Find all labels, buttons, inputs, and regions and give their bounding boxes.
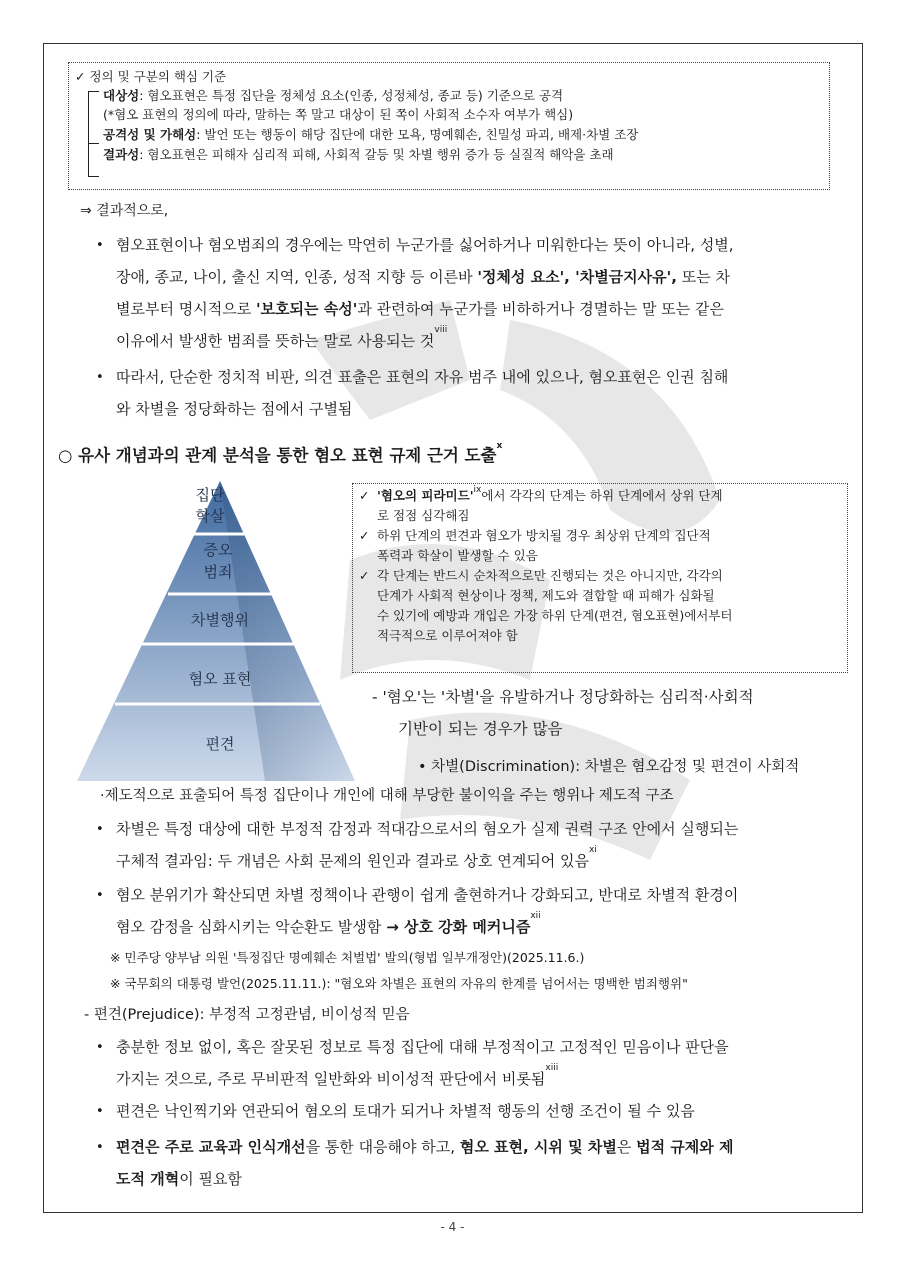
pyramid-level-discrimination: 차별행위 — [191, 611, 249, 629]
relation-disc-line2: ·제도적으로 표출되어 특정 집단이나 개인에 대해 부당한 불이익을 주는 행위나 제도적 구조 — [100, 788, 674, 804]
conclusion-b2-line1: 따라서, 단순한 정치적 비판, 의견 표출은 표현의 자유 범주 내에 있으나, 혐오표현은 인권 침해 — [116, 368, 729, 386]
pyramid-box-c2-line2: 폭력과 학살이 발생할 수 있음 — [377, 548, 538, 563]
pyramid-box-c1-line1: '혐오의 피라미드'$^{ix}$에서 각각의 단계는 하위 단계에서 상위 단계 — [377, 485, 723, 503]
bullet-dot: • — [96, 888, 104, 903]
bullet-dot: • — [96, 1104, 104, 1119]
check-icon: ✓ — [359, 568, 370, 583]
pyramid-level-genocide: 집단 학살 — [195, 486, 225, 525]
section-heading: ○ 유사 개념과의 관계 분석을 통한 혐오 표현 규제 근거 도출$^x$ — [58, 441, 503, 465]
criteria-item-aggression: 공격성 및 가해성: 발언 또는 행동이 해당 집단에 대한 모욕, 명예훼손, 친밀성 파괴, 배제·차별 조장 — [103, 127, 639, 142]
prejudice-b5-line1: 충분한 정보 없이, 혹은 잘못된 정보로 특정 집단에 대해 부정적이고 고정적인 믿음이나 판단을 — [116, 1038, 729, 1056]
bullet-dot: • — [96, 370, 104, 385]
criteria-bracket — [88, 91, 99, 177]
relation-disc-line1: • 차별(Discrimination): 차별은 혐오감정 및 편견이 사회적 — [418, 759, 800, 775]
check-icon: ✓ — [359, 528, 370, 543]
pyramid-level-hate-speech: 혐오 표현 — [188, 670, 252, 688]
conclusion-b2-line2: 와 차별을 정당화하는 점에서 구별됨 — [116, 400, 353, 418]
conclusion-b1-line3: 별로부터 명시적으로 '보호되는 속성'과 관련하여 누군가를 비하하거나 경멸하는 말 또는 같은 — [116, 300, 724, 318]
footnote-ref: viii — [434, 325, 448, 335]
criteria-box — [68, 62, 830, 190]
pyramid-box-c3-line3: 수 있기에 예방과 개입은 가장 하위 단계(편견, 혐오표현)에서부터 — [377, 608, 733, 623]
prejudice-b6-line1: 편견은 낙인찍기와 연관되어 혐오의 토대가 되거나 차별적 행동의 선행 조건이 될 수 있음 — [116, 1102, 695, 1120]
bullet-dot: • — [96, 822, 104, 837]
conclusion-b1-line1: 혐오표현이나 혐오범죄의 경우에는 막연히 누군가를 싫어하거나 미워한다는 뜻이 아니라, 성별, — [116, 236, 734, 254]
criteria-item-target: 대상성: 혐오표현은 특정 집단을 정체성 요소(인종, 성정체성, 종교 등) 기준으로 공격 — [103, 88, 564, 103]
bullet-dot: • — [96, 1040, 104, 1055]
bullet-dot: • — [96, 1140, 104, 1155]
prejudice-b7-line2: 도적 개혁이 필요함 — [116, 1170, 242, 1188]
relation-b3-line1: 차별은 특정 대상에 대한 부정적 감정과 적대감으로서의 혐오가 실제 권력 구조 안에서 실행되는 — [116, 820, 739, 838]
relation-b3-line2: 구체적 결과임: 두 개념은 사회 문제의 원인과 결과로 상호 연계되어 있음$^{xi}$ — [116, 845, 597, 870]
conclusion-b1-line2: 장애, 종교, 나이, 출신 지역, 인종, 성적 지향 등 이른바 '정체성 요소', '차별금지사유', 또는 차 — [116, 268, 730, 286]
relation-b4-line1: 혐오 분위기가 확산되면 차별 정책이나 관행이 쉽게 출현하거나 강화되고, 반대로 차별적 환경이 — [116, 886, 739, 904]
pyramid-level-prejudice: 편견 — [205, 735, 235, 753]
pyramid-box-c3-line4: 적극적으로 이루어져야 함 — [377, 628, 518, 643]
criteria-item-target-note: (*혐오 표현의 정의에 따라, 말하는 쪽 말고 대상이 된 쪽이 사회적 소수자 여부가 핵심) — [103, 107, 574, 122]
relation-b4-line2: 혐오 감정을 심화시키는 악순환도 발생함 → 상호 강화 메커니즘$^{xii}$ — [116, 911, 541, 936]
bullet-dot: • — [96, 238, 104, 253]
conclusion-b1-line4: 이유에서 발생한 범죄를 뜻하는 말로 사용되는 것$^{viii}$ — [116, 325, 448, 350]
footnote-ref: xiii — [545, 1063, 559, 1073]
relation-note2: ※ 국무회의 대통령 발언(2025.11.11.): "혐오와 차별은 표현의 자유의 한계를 넘어서는 명백한 범죄행위" — [110, 976, 688, 991]
check-icon: ✓ — [359, 488, 370, 503]
pyramid-box-c1-line2: 로 점점 심각해짐 — [377, 508, 470, 523]
relation-dash1-line1: - '혐오'는 '차별'을 유발하거나 정당화하는 심리적·사회적 — [372, 688, 754, 706]
criteria-title: ✓ 정의 및 구분의 핵심 기준 — [75, 69, 227, 84]
footnote-ref: x — [496, 441, 503, 451]
hate-pyramid — [70, 476, 370, 786]
footnote-ref: ix — [473, 485, 482, 495]
pyramid-box-c3-line1: 각 단계는 반드시 순차적으로만 진행되는 것은 아니지만, 각각의 — [377, 568, 723, 583]
relation-dash1-line2: 기반이 되는 경우가 많음 — [398, 720, 563, 738]
prejudice-b7-line1: 편견은 주로 교육과 인식개선을 통한 대응해야 하고, 혐오 표현, 시위 및 차별은 법적 규제와 제 — [116, 1138, 734, 1156]
pyramid-box-c3-line2: 단계가 사회적 현상이나 정책, 제도와 결합할 때 피해가 심화될 — [377, 588, 715, 603]
prejudice-b5-line2: 가지는 것으로, 주로 무비판적 일반화와 비이성적 판단에서 비롯됨$^{xiii}$ — [116, 1063, 559, 1088]
pyramid-box-c2-line1: 하위 단계의 편견과 혐오가 방치될 경우 최상위 단계의 집단적 — [377, 528, 711, 543]
footnote-ref: xii — [530, 911, 541, 921]
conclusion-arrow-label: ⇒ 결과적으로, — [80, 203, 169, 219]
criteria-item-result: 결과성: 혐오표현은 피해자 심리적 피해, 사회적 갈등 및 차별 행위 증가 등 실질적 해악을 초래 — [103, 147, 614, 162]
pyramid-description-box — [352, 483, 848, 673]
pyramid-level-hate-crime: 증오 범죄 — [203, 541, 233, 581]
relation-note1: ※ 민주당 양부남 의원 '특정집단 명예훼손 처벌법' 발의(형법 일부개정안)(2025.11.6.) — [110, 950, 585, 965]
page-number: - 4 - — [440, 1220, 465, 1234]
footnote-ref: xi — [588, 845, 597, 855]
prejudice-dash-line: - 편견(Prejudice): 부정적 고정관념, 비이성적 믿음 — [84, 1007, 410, 1023]
